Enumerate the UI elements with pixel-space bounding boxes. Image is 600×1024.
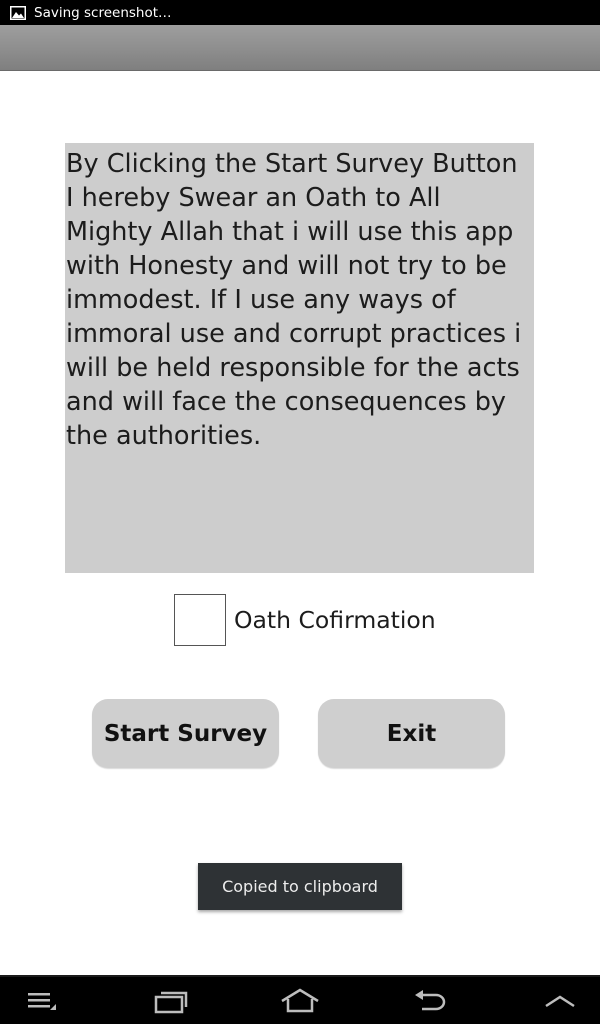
- image-icon: [10, 6, 26, 20]
- action-bar: [0, 25, 600, 71]
- toast-message: Copied to clipboard: [198, 863, 402, 910]
- start-survey-button[interactable]: Start Survey: [92, 699, 279, 768]
- menu-icon[interactable]: [12, 977, 72, 1024]
- exit-button[interactable]: Exit: [318, 699, 505, 768]
- back-icon[interactable]: [400, 977, 460, 1024]
- status-bar: [0, 0, 600, 25]
- recent-apps-icon[interactable]: [140, 977, 200, 1024]
- notification-text: Saving screenshot…: [34, 4, 172, 21]
- navigation-bar: [0, 975, 600, 1024]
- oath-confirmation-row[interactable]: [174, 594, 436, 646]
- oath-confirmation-checkbox[interactable]: [174, 594, 226, 646]
- up-chevron-icon[interactable]: [530, 977, 590, 1024]
- oath-text: By Clicking the Start Survey Button I hereby Swear an Oath to All Mighty Allah that i will use this app with Honesty and will not try to be immodest. If I use any ways of immoral use and corrupt practices i will be held responsible for the acts and will face the consequences by the authorities.: [65, 143, 534, 573]
- oath-confirmation-label: Oath Cofirmation: [234, 606, 436, 634]
- home-icon[interactable]: [270, 977, 330, 1024]
